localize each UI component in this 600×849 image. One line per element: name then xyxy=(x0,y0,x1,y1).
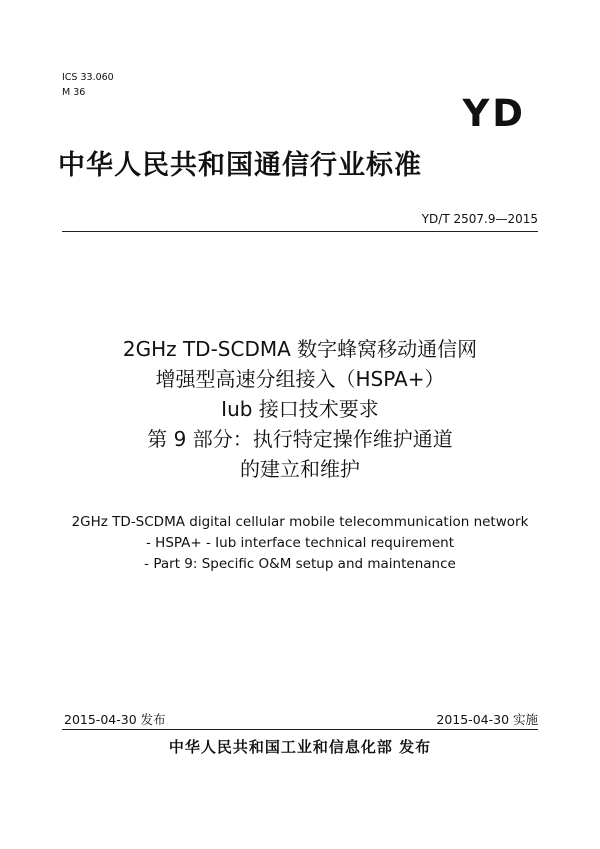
publisher: 中华人民共和国工业和信息化部 发布 xyxy=(168,738,432,756)
standard-category: 中华人民共和国通信行业标准 xyxy=(58,150,422,181)
issue-date: 2015-04-30 发布 xyxy=(64,712,166,727)
ics-code: ICS 33.060 xyxy=(62,72,114,83)
ccs-code: M 36 xyxy=(62,87,86,98)
classification-codes xyxy=(62,70,114,100)
english-title-line: 2GHz TD-SCDMA digital cellular mobile telecommunication network xyxy=(71,514,529,530)
chinese-title xyxy=(0,334,600,484)
top-divider xyxy=(62,231,538,232)
standard-code: YD/T 2507.9—2015 xyxy=(421,212,538,226)
chinese-title-line: 第 9 部分：执行特定操作维护通道 xyxy=(147,427,453,451)
english-title xyxy=(0,512,600,575)
english-title-line: - HSPA+ - Iub interface technical requirement xyxy=(146,535,454,551)
chinese-title-line: 的建立和维护 xyxy=(240,457,360,481)
yd-logo: YD xyxy=(462,92,526,135)
implementation-date: 2015-04-30 实施 xyxy=(436,712,538,727)
english-title-line: - Part 9: Specific O&M setup and maintenance xyxy=(144,556,456,572)
chinese-title-line: Iub 接口技术要求 xyxy=(221,397,379,421)
chinese-title-line: 增强型高速分组接入（HSPA+） xyxy=(155,367,445,391)
bottom-divider xyxy=(62,729,538,730)
chinese-title-line: 2GHz TD-SCDMA 数字蜂窝移动通信网 xyxy=(122,337,478,361)
